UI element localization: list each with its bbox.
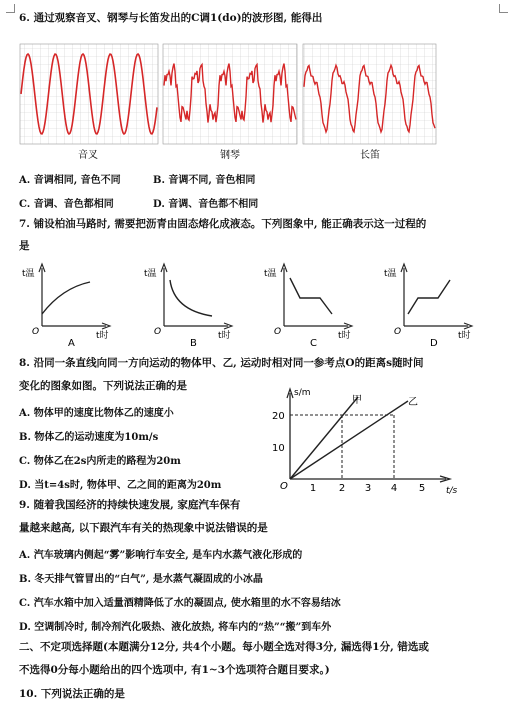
waveform-flute [303,44,436,144]
q6-option-a: A. 音调相同, 音色不同 [19,175,121,186]
q7-graph-d [384,264,472,349]
q7-c-letter: C [310,338,317,349]
q8-st-graph [268,383,468,499]
q6-option-b: B. 音调不同, 音色相同 [153,175,256,186]
q7-graph-b [144,264,232,349]
q6-option-c: C. 音调、音色都相同 [19,199,114,210]
q7-a-x-label: t时 [96,331,109,341]
y-tick-20: 20 [272,411,285,422]
q7-stem-line2: 是 [19,240,30,252]
q7-a-origin: O [32,327,40,337]
line-yi-label: 乙 [408,397,418,408]
section2-heading-line2: 不选得0分每小题给出的四个选项中, 有1~3个选项符合题目要求。) [19,664,330,676]
waveform-piano [163,44,297,144]
q7-b-y-label: t温 [144,269,157,279]
q8-option-b: B. 物体乙的运动速度为10m/s [19,432,159,443]
section2-heading-line1: 二、不定项选择题(本题满分12分, 共4个小题。每小题全选对得3分, 漏选得1分, 错选或 [19,641,429,653]
line-jia-label: 甲 [352,395,362,406]
q9-option-d: D. 空调制冷时, 制冷剂汽化吸热、液化放热, 将车内的“热”“搬”到车外 [19,622,332,633]
caption-flute: 长笛 [360,150,380,161]
origin-label: O [280,481,288,492]
q7-graph-c [264,264,352,349]
line-jia [290,397,358,479]
q7-c-x-label: t时 [338,331,351,341]
q8-option-a: A. 物体甲的速度比物体乙的速度小 [19,408,174,419]
q7-c-y-label: t温 [264,269,277,279]
x-tick-4: 4 [390,483,398,494]
q9-stem-line1: 9. 随着我国经济的持续快速发展, 家庭汽车保有 [19,499,241,511]
q7-c-origin: O [274,327,282,337]
q6-stem: 6. 通过观察音叉、钢琴与长笛发出的C调1(do)的波形图, 能得出 [19,12,323,24]
x-tick-5: 5 [418,483,426,494]
q8-option-d: D. 当t=4s时, 物体甲、乙之间的距离为20m [19,480,222,491]
y-tick-10: 10 [272,443,285,454]
line-yi [290,401,408,479]
q10-stem: 10. 下列说法正确的是 [19,688,125,700]
y-axis-label: s/m [294,388,311,398]
q7-b-letter: B [190,338,197,349]
caption-tuning-fork: 音叉 [78,150,98,161]
x-tick-2: 2 [338,483,346,494]
q8-stem-line2: 变化的图象如图。下列说法正确的是 [19,380,187,392]
q7-a-y-label: t温 [22,269,35,279]
x-tick-1: 1 [309,483,317,494]
q7-d-origin: O [394,327,402,337]
q9-option-b: B. 冬天排气管冒出的“白气”, 是水蒸气凝固成的小冰晶 [19,574,263,585]
q9-option-a: A. 汽车玻璃内侧起“雾”影响行车安全, 是车内水蒸气液化形成的 [19,550,303,561]
q7-a-letter: A [68,338,75,349]
q7-d-x-label: t时 [458,331,471,341]
q9-option-c: C. 汽车水箱中加入适量酒精降低了水的凝固点, 使水箱里的水不容易结冰 [19,598,341,609]
q7-graphs [0,258,514,352]
q7-graph-a [22,264,110,349]
q7-stem-line1: 7. 铺设柏油马路时, 需要把沥青由固态熔化成液态。下列图象中, 能正确表示这一过程的 [19,218,427,230]
q7-d-letter: D [430,338,438,349]
q7-b-x-label: t时 [218,331,231,341]
waveform-tuning-fork [20,44,158,144]
q8-option-c: C. 物体乙在2s内所走的路程为20m [19,456,181,467]
x-tick-3: 3 [364,483,372,494]
q6-option-d: D. 音调、音色都不相同 [153,199,259,210]
q7-d-y-label: t温 [384,269,397,279]
q7-b-origin: O [154,327,162,337]
caption-piano: 钢琴 [220,150,240,161]
q6-waveform-figure [0,0,514,170]
q9-stem-line2: 量越来越高, 以下跟汽车有关的热现象中说法错误的是 [19,522,268,534]
q8-stem-line1: 8. 沿同一条直线向同一方向运动的物体甲、乙, 运动时相对同一参考点O的距离s随时间 [19,357,424,369]
x-axis-label: t/s [446,486,458,496]
